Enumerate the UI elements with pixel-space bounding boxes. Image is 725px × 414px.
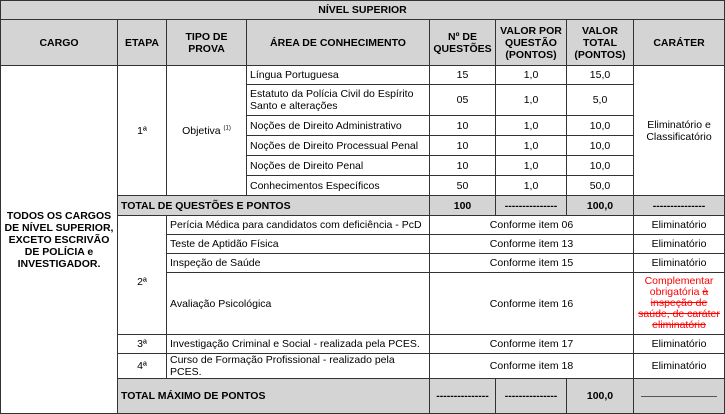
- num-cell: 10: [430, 136, 496, 156]
- carater-cell: Eliminatório: [634, 354, 725, 379]
- carater-cell: Eliminatório: [634, 254, 725, 273]
- valor-questao-cell: 1,0: [496, 156, 567, 176]
- carater-plain-text: Complementar obrigatória: [644, 275, 714, 298]
- num-cell: 05: [430, 85, 496, 116]
- header-tipo: TIPO DE PROVA: [167, 20, 247, 66]
- conforme-cell: Conforme item 16: [430, 273, 634, 335]
- conforme-cell: Conforme item 17: [430, 335, 634, 354]
- table-title: NÍVEL SUPERIOR: [1, 1, 725, 20]
- area-cell: Língua Portuguesa: [247, 66, 430, 85]
- area-cell: Investigação Criminal e Social - realizada pela PCES.: [167, 335, 430, 354]
- valor-questao-cell: 1,0: [496, 66, 567, 85]
- footnote-marker: (1): [223, 125, 231, 131]
- valor-total-cell: 10,0: [567, 156, 634, 176]
- carater-struck-text: à inspeção de saúde, de caráter eliminatório: [638, 286, 720, 331]
- total-maximo-num: ---------------: [430, 379, 496, 414]
- area-cell: Conhecimentos Específicos: [247, 176, 430, 196]
- dash-line: [641, 396, 717, 397]
- area-cell: Noções de Direito Administrativo: [247, 116, 430, 136]
- header-num: Nº DE QUESTÕES: [430, 20, 496, 66]
- total-questoes-label: TOTAL DE QUESTÕES E PONTOS: [118, 196, 430, 216]
- header-valor-questao: VALOR POR QUESTÃO (PONTOS): [496, 20, 567, 66]
- header-cargo: CARGO: [1, 20, 118, 66]
- header-row: [1, 20, 725, 66]
- valor-questao-cell: 1,0: [496, 85, 567, 116]
- etapa-1: 1ª: [118, 66, 167, 196]
- num-cell: 15: [430, 66, 496, 85]
- area-cell: Avaliação Psicológica: [167, 273, 430, 335]
- header-valor-total: VALOR TOTAL (PONTOS): [567, 20, 634, 66]
- etapa-2: 2ª: [118, 216, 167, 335]
- conforme-cell: Conforme item 13: [430, 235, 634, 254]
- total-maximo-label: TOTAL MÁXIMO DE PONTOS: [118, 379, 430, 414]
- carater-cell: Eliminatório: [634, 235, 725, 254]
- header-area: ÁREA DE CONHECIMENTO: [247, 20, 430, 66]
- tipo-prova: [167, 66, 247, 196]
- carater-cell-amended: [634, 273, 725, 335]
- total-maximo-valor-questao: ---------------: [496, 379, 567, 414]
- valor-questao-cell: 1,0: [496, 176, 567, 196]
- num-cell: 50: [430, 176, 496, 196]
- area-cell: Perícia Médica para candidatos com deficiência - PcD: [167, 216, 430, 235]
- carater-cell: Eliminatório: [634, 335, 725, 354]
- conforme-cell: Conforme item 18: [430, 354, 634, 379]
- valor-total-cell: 50,0: [567, 176, 634, 196]
- total-questoes-valor-questao: ---------------: [496, 196, 567, 216]
- header-etapa: ETAPA: [118, 20, 167, 66]
- area-cell: Estatuto da Polícia Civil do Espírito Santo e alterações: [247, 85, 430, 116]
- title-row: [1, 1, 725, 20]
- area-cell: Inspeção de Saúde: [167, 254, 430, 273]
- total-maximo-carater: [634, 379, 725, 414]
- total-maximo-valor-total: 100,0: [567, 379, 634, 414]
- carater-cell: Eliminatório: [634, 216, 725, 235]
- total-questoes-valor-total: 100,0: [567, 196, 634, 216]
- num-cell: 10: [430, 156, 496, 176]
- area-cell: Curso de Formação Profissional - realizado pela PCES.: [167, 354, 430, 379]
- valor-questao-cell: 1,0: [496, 116, 567, 136]
- etapa-3: 3ª: [118, 335, 167, 354]
- area-cell: Noções de Direito Processual Penal: [247, 136, 430, 156]
- conforme-cell: Conforme item 15: [430, 254, 634, 273]
- total-questoes-carater: ---------------: [634, 196, 725, 216]
- tipo-prova-label: Objetiva: [182, 124, 221, 137]
- valor-total-cell: 10,0: [567, 116, 634, 136]
- carater-etapa-1: Eliminatório e Classificatório: [634, 66, 725, 196]
- num-cell: 10: [430, 116, 496, 136]
- area-cell: Noções de Direito Penal: [247, 156, 430, 176]
- etapa-4: 4ª: [118, 354, 167, 379]
- valor-total-cell: 15,0: [567, 66, 634, 85]
- table-row: [1, 66, 725, 85]
- header-carater: CARÁTER: [634, 20, 725, 66]
- cargo-cell: TODOS OS CARGOS DE NÍVEL SUPERIOR, EXCETO ESCRIVÃO DE POLÍCIA e INVESTIGADOR.: [1, 66, 118, 414]
- valor-total-cell: 5,0: [567, 85, 634, 116]
- valor-questao-cell: 1,0: [496, 136, 567, 156]
- area-cell: Teste de Aptidão Física: [167, 235, 430, 254]
- conforme-cell: Conforme item 06: [430, 216, 634, 235]
- total-questoes-num: 100: [430, 196, 496, 216]
- valor-total-cell: 10,0: [567, 136, 634, 156]
